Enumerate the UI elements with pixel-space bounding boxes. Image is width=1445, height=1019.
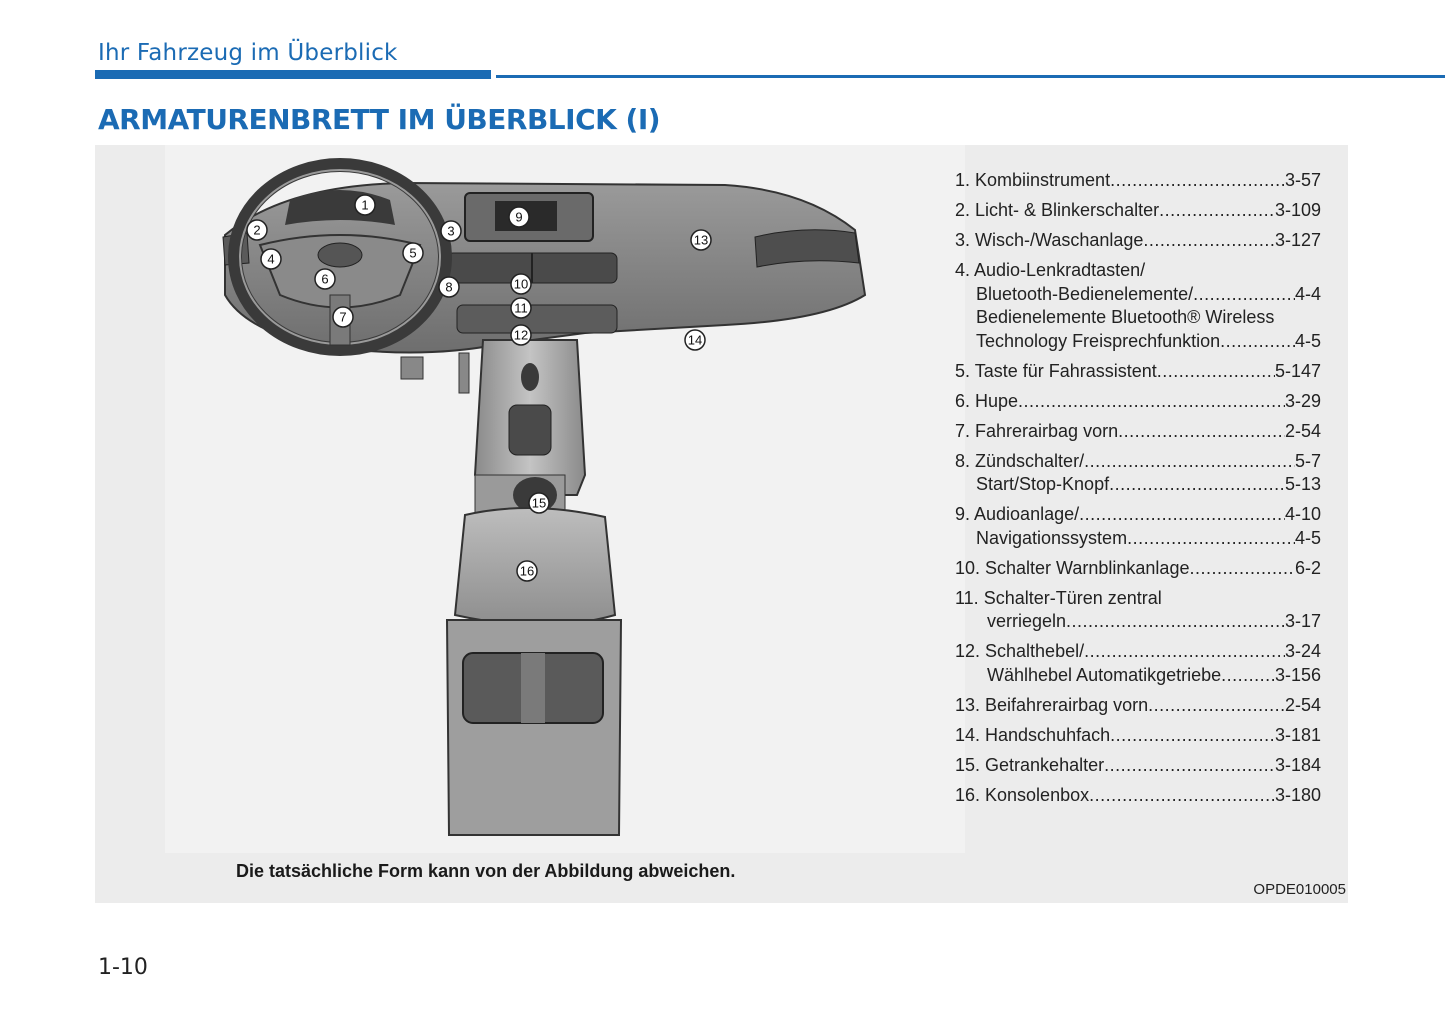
- legend-label: 4. Audio-Lenkradtasten/: [955, 260, 1146, 280]
- legend-line: [955, 360, 1321, 384]
- legend-line: [955, 306, 1321, 330]
- legend-line: [955, 754, 1321, 778]
- callout-5: [403, 243, 423, 263]
- legend-line: [955, 283, 1321, 307]
- legend-page-ref: 5-147: [1274, 360, 1321, 381]
- legend-item: [955, 694, 1321, 718]
- legend-page-ref: 5-7: [1294, 450, 1321, 471]
- callout-13: [691, 230, 711, 250]
- legend-line: [955, 420, 1321, 444]
- legend-page-ref: 3-57: [1284, 170, 1321, 190]
- header-rule-thin: [496, 75, 1445, 78]
- svg-text:5: 5: [409, 245, 417, 261]
- legend-line: [955, 169, 1321, 193]
- legend-label: Navigationssystem: [976, 527, 1128, 548]
- dot-leader: [1089, 784, 1275, 808]
- callout-11: [511, 298, 531, 318]
- legend-line: [955, 450, 1321, 474]
- legend-label: 13. Beifahrerairbag vorn: [955, 694, 1149, 715]
- legend-label: 9. Audioanlage/: [955, 504, 1080, 524]
- legend-item: [955, 169, 1321, 193]
- page-number: 1-10: [98, 955, 148, 980]
- legend-label: 7. Fahrerairbag vorn: [955, 420, 1119, 441]
- legend-label: 12. Schalthebel/: [955, 641, 1085, 661]
- callout-14: [685, 330, 705, 350]
- legend-line: [955, 587, 1321, 611]
- callout-3: [441, 221, 461, 241]
- svg-text:12: 12: [513, 327, 529, 343]
- legend-page-ref: 5-13: [1284, 474, 1321, 494]
- right-vent: [755, 230, 859, 267]
- legend-label: Technology Freisprechfunktion: [976, 330, 1221, 351]
- legend-label: 8. Zündschalter/: [955, 450, 1085, 471]
- svg-text:14: 14: [687, 332, 703, 348]
- dot-leader: [1109, 473, 1285, 497]
- dot-leader: [1221, 664, 1275, 688]
- legend-item: [955, 784, 1321, 808]
- legend-page-ref: 3-17: [1284, 611, 1321, 631]
- legend-page-ref: 3-29: [1284, 390, 1321, 411]
- legend-label: Bedienelemente Bluetooth® Wireless: [976, 307, 1275, 327]
- legend-line: [955, 557, 1321, 581]
- dot-leader: [1084, 640, 1285, 664]
- legend-label: 1. Kombiinstrument: [955, 170, 1111, 190]
- legend-label: 11. Schalter-Türen zentral: [955, 587, 1162, 608]
- svg-text:7: 7: [339, 309, 347, 325]
- svg-text:10: 10: [513, 276, 529, 292]
- legend-item: [955, 420, 1321, 444]
- callout-6: [315, 269, 335, 289]
- svg-text:11: 11: [514, 300, 528, 316]
- legend-label: 3. Wisch-/Waschanlage: [955, 230, 1144, 250]
- legend-item: [955, 390, 1321, 414]
- figure-code: OPDE010005: [1253, 881, 1346, 898]
- legend-label: 15. Getrankehalter: [955, 754, 1105, 775]
- dot-leader: [1084, 450, 1295, 474]
- legend-page-ref: 4-10: [1284, 504, 1321, 524]
- legend-line: [955, 664, 1321, 688]
- svg-text:3: 3: [447, 223, 455, 239]
- callout-12: [511, 325, 531, 345]
- dot-leader: [1079, 503, 1285, 527]
- legend-page-ref: 3-127: [1274, 230, 1321, 250]
- legend-label: 10. Schalter Warnblinkanlage: [955, 557, 1190, 578]
- svg-text:8: 8: [445, 279, 453, 295]
- figure-panel: [95, 145, 1348, 903]
- svg-text:1: 1: [361, 197, 369, 213]
- legend-label: 5. Taste für Fahrassistent: [955, 360, 1157, 381]
- svg-text:9: 9: [515, 209, 523, 225]
- dot-leader: [1104, 754, 1275, 778]
- legend-label: Start/Stop-Knopf: [976, 474, 1110, 494]
- dot-leader: [1118, 420, 1285, 444]
- callout-9: [509, 207, 529, 227]
- legend-label: 14. Handschuhfach: [955, 724, 1111, 745]
- legend-item: [955, 587, 1321, 634]
- legend-line: [955, 503, 1321, 527]
- legend-page-ref: 3-109: [1274, 200, 1321, 220]
- legend-label: 2. Licht- & Blinkerschalter: [955, 200, 1160, 220]
- legend-item: [955, 724, 1321, 748]
- header-rule-thick: [95, 70, 491, 79]
- callout-15: [529, 493, 549, 513]
- dot-leader: [1193, 283, 1295, 307]
- dot-leader: [1143, 229, 1275, 253]
- legend-label: 16. Konsolenbox: [955, 784, 1090, 805]
- legend-label: Wählhebel Automatikgetriebe: [987, 664, 1222, 685]
- legend-line: [955, 610, 1321, 634]
- callout-16: [517, 561, 537, 581]
- dot-leader: [1127, 527, 1295, 551]
- svg-text:13: 13: [693, 232, 709, 248]
- legend-line: [955, 640, 1321, 664]
- legend-line: [955, 784, 1321, 808]
- legend-line: [955, 724, 1321, 748]
- legend-line: [955, 199, 1321, 223]
- legend-page-ref: 3-180: [1274, 784, 1321, 805]
- callout-8: [439, 277, 459, 297]
- legend-line: [955, 229, 1321, 253]
- legend-page-ref: 2-54: [1284, 694, 1321, 715]
- callout-2: [247, 220, 267, 240]
- legend-item: [955, 640, 1321, 687]
- svg-text:4: 4: [267, 251, 275, 267]
- callout-1: [355, 195, 375, 215]
- legend-line: [955, 527, 1321, 551]
- legend-line: [955, 390, 1321, 414]
- legend-page-ref: 3-181: [1274, 724, 1321, 745]
- legend-label: verriegeln: [987, 611, 1067, 631]
- legend-line: [955, 694, 1321, 718]
- callout-10: [511, 274, 531, 294]
- legend-item: [955, 503, 1321, 550]
- dot-leader: [1110, 169, 1285, 193]
- callout-4: [261, 249, 281, 269]
- figure-caption: Die tatsächliche Form kann von der Abbildung abweichen.: [236, 861, 736, 881]
- dot-leader: [1018, 390, 1285, 414]
- legend-page-ref: 3-156: [1274, 664, 1321, 685]
- legend-page-ref: 3-184: [1274, 754, 1321, 775]
- dot-leader: [1159, 199, 1275, 223]
- legend-label: Bluetooth-Bedienelemente/: [976, 283, 1194, 304]
- dot-leader: [1189, 557, 1295, 581]
- page-title: ARMATURENBRETT IM ÜBERBLICK (I): [98, 103, 661, 136]
- legend-item: [955, 754, 1321, 778]
- legend-page-ref: 3-24: [1284, 641, 1321, 661]
- legend-page-ref: 4-5: [1294, 527, 1321, 548]
- legend-item: [955, 557, 1321, 581]
- legend-line: [955, 259, 1321, 283]
- dot-leader: [1157, 360, 1275, 384]
- svg-text:15: 15: [531, 495, 547, 511]
- dot-leader: [1220, 330, 1295, 354]
- legend-line: [955, 473, 1321, 497]
- section-title: Ihr Fahrzeug im Überblick: [98, 40, 398, 66]
- legend-label: 6. Hupe: [955, 390, 1019, 411]
- dot-leader: [1110, 724, 1275, 748]
- legend-item: [955, 259, 1321, 353]
- legend-page-ref: 4-5: [1294, 330, 1321, 351]
- legend-line: [955, 330, 1321, 354]
- svg-text:6: 6: [321, 271, 329, 287]
- legend-item: [955, 360, 1321, 384]
- dot-leader: [1148, 694, 1285, 718]
- svg-text:2: 2: [253, 222, 261, 238]
- legend-page-ref: 4-4: [1294, 283, 1321, 304]
- legend-item: [955, 229, 1321, 253]
- legend-page-ref: 6-2: [1294, 557, 1321, 578]
- legend-list: [955, 169, 1321, 814]
- callout-7: [333, 307, 353, 327]
- dot-leader: [1066, 610, 1285, 634]
- legend-item: [955, 199, 1321, 223]
- legend-item: [955, 450, 1321, 497]
- dashboard-illustration: [165, 145, 965, 853]
- legend-page-ref: 2-54: [1284, 420, 1321, 441]
- svg-text:16: 16: [519, 563, 535, 579]
